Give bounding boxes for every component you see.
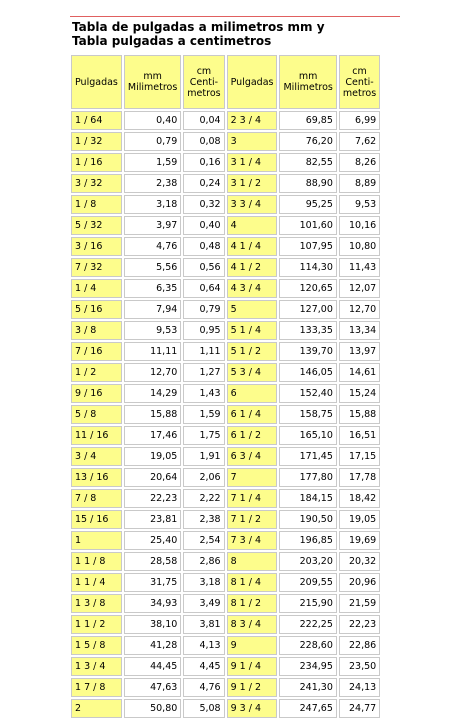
table-row [71,363,380,382]
mm-cell: 19,05 [124,447,181,466]
table-row [71,615,380,634]
cm-cell: 4,76 [183,678,224,697]
mm-cell: 76,20 [279,132,336,151]
mm-cell: 5,56 [124,258,181,277]
mm-cell: 41,28 [124,636,181,655]
pulgadas-cell: 6 [227,384,278,403]
header-cm: cm Centi- metros [339,55,380,109]
cm-cell: 6,99 [339,111,380,130]
cm-cell: 17,15 [339,447,380,466]
pulgadas-cell: 3 / 4 [71,447,122,466]
table-row [71,678,380,697]
table-row [71,279,380,298]
cm-cell: 2,86 [183,552,224,571]
cm-cell: 5,08 [183,699,224,718]
cm-cell: 1,43 [183,384,224,403]
table-row [71,468,380,487]
table-row [71,195,380,214]
cm-cell: 0,04 [183,111,224,130]
mm-cell: 139,70 [279,342,336,361]
pulgadas-cell: 3 1 / 2 [227,174,278,193]
pulgadas-cell: 1 1 / 8 [71,552,122,571]
title-line-2: Tabla pulgadas a centimetros [72,34,272,48]
header-pulgadas: Pulgadas [227,55,278,109]
mm-cell: 158,75 [279,405,336,424]
mm-cell: 101,60 [279,216,336,235]
table-row [71,111,380,130]
pulgadas-cell: 6 1 / 4 [227,405,278,424]
mm-cell: 88,90 [279,174,336,193]
cm-cell: 0,79 [183,300,224,319]
cm-cell: 0,16 [183,153,224,172]
cm-cell: 22,86 [339,636,380,655]
mm-cell: 17,46 [124,426,181,445]
mm-cell: 2,38 [124,174,181,193]
conversion-table [69,53,382,720]
mm-cell: 209,55 [279,573,336,592]
pulgadas-cell: 1 1 / 2 [71,615,122,634]
pulgadas-cell: 1 / 8 [71,195,122,214]
pulgadas-cell: 4 [227,216,278,235]
pulgadas-cell: 8 1 / 4 [227,573,278,592]
table-row [71,426,380,445]
mm-cell: 82,55 [279,153,336,172]
table-row [71,531,380,550]
mm-cell: 25,40 [124,531,181,550]
cm-cell: 19,05 [339,510,380,529]
mm-cell: 34,93 [124,594,181,613]
mm-cell: 190,50 [279,510,336,529]
mm-cell: 47,63 [124,678,181,697]
cm-cell: 3,81 [183,615,224,634]
title-line-1: Tabla de pulgadas a milimetros mm y [72,20,325,34]
pulgadas-cell: 5 / 16 [71,300,122,319]
cm-cell: 24,13 [339,678,380,697]
cm-cell: 17,78 [339,468,380,487]
cm-cell: 2,22 [183,489,224,508]
pulgadas-cell: 5 1 / 2 [227,342,278,361]
cm-cell: 12,70 [339,300,380,319]
table-row [71,510,380,529]
mm-cell: 241,30 [279,678,336,697]
cm-cell: 15,24 [339,384,380,403]
title-rule [70,16,400,17]
pulgadas-cell: 1 / 32 [71,132,122,151]
pulgadas-cell: 3 1 / 4 [227,153,278,172]
pulgadas-cell: 3 / 32 [71,174,122,193]
mm-cell: 14,29 [124,384,181,403]
pulgadas-cell: 1 / 16 [71,153,122,172]
pulgadas-cell: 2 3 / 4 [227,111,278,130]
pulgadas-cell: 6 1 / 2 [227,426,278,445]
cm-cell: 0,24 [183,174,224,193]
pulgadas-cell: 11 / 16 [71,426,122,445]
mm-cell: 3,97 [124,216,181,235]
cm-cell: 0,95 [183,321,224,340]
table-row [71,489,380,508]
table-row [71,657,380,676]
mm-cell: 0,40 [124,111,181,130]
mm-cell: 120,65 [279,279,336,298]
pulgadas-cell: 7 / 8 [71,489,122,508]
cm-cell: 1,91 [183,447,224,466]
mm-cell: 146,05 [279,363,336,382]
mm-cell: 38,10 [124,615,181,634]
cm-cell: 14,61 [339,363,380,382]
table-row [71,405,380,424]
header-pulgadas: Pulgadas [71,55,122,109]
table-row [71,552,380,571]
pulgadas-cell: 9 / 16 [71,384,122,403]
pulgadas-cell: 3 3 / 4 [227,195,278,214]
pulgadas-cell: 8 1 / 2 [227,594,278,613]
cm-cell: 8,89 [339,174,380,193]
cm-cell: 20,96 [339,573,380,592]
pulgadas-cell: 2 [71,699,122,718]
table-row [71,132,380,151]
pulgadas-cell: 1 / 64 [71,111,122,130]
mm-cell: 114,30 [279,258,336,277]
mm-cell: 228,60 [279,636,336,655]
mm-cell: 7,94 [124,300,181,319]
cm-cell: 23,50 [339,657,380,676]
table-row [71,300,380,319]
pulgadas-cell: 1 5 / 8 [71,636,122,655]
mm-cell: 1,59 [124,153,181,172]
cm-cell: 18,42 [339,489,380,508]
mm-cell: 184,15 [279,489,336,508]
mm-cell: 15,88 [124,405,181,424]
table-row [71,258,380,277]
cm-cell: 4,13 [183,636,224,655]
mm-cell: 171,45 [279,447,336,466]
mm-cell: 222,25 [279,615,336,634]
cm-cell: 2,38 [183,510,224,529]
pulgadas-cell: 1 / 4 [71,279,122,298]
mm-cell: 20,64 [124,468,181,487]
cm-cell: 0,08 [183,132,224,151]
cm-cell: 22,23 [339,615,380,634]
pulgadas-cell: 4 3 / 4 [227,279,278,298]
table-row [71,342,380,361]
pulgadas-cell: 13 / 16 [71,468,122,487]
cm-cell: 3,49 [183,594,224,613]
pulgadas-cell: 5 [227,300,278,319]
mm-cell: 127,00 [279,300,336,319]
mm-cell: 133,35 [279,321,336,340]
pulgadas-cell: 9 3 / 4 [227,699,278,718]
mm-cell: 3,18 [124,195,181,214]
cm-cell: 0,64 [183,279,224,298]
cm-cell: 12,07 [339,279,380,298]
cm-cell: 2,54 [183,531,224,550]
mm-cell: 11,11 [124,342,181,361]
table-body [71,111,380,718]
pulgadas-cell: 8 3 / 4 [227,615,278,634]
mm-cell: 4,76 [124,237,181,256]
mm-cell: 44,45 [124,657,181,676]
cm-cell: 1,59 [183,405,224,424]
header-cm: cm Centi- metros [183,55,224,109]
pulgadas-cell: 9 1 / 2 [227,678,278,697]
table-row [71,594,380,613]
pulgadas-cell: 4 1 / 2 [227,258,278,277]
cm-cell: 3,18 [183,573,224,592]
table-row [71,573,380,592]
pulgadas-cell: 1 1 / 4 [71,573,122,592]
cm-cell: 1,75 [183,426,224,445]
mm-cell: 234,95 [279,657,336,676]
mm-cell: 152,40 [279,384,336,403]
mm-cell: 203,20 [279,552,336,571]
cm-cell: 1,27 [183,363,224,382]
pulgadas-cell: 3 / 16 [71,237,122,256]
pulgadas-cell: 7 3 / 4 [227,531,278,550]
pulgadas-cell: 7 1 / 4 [227,489,278,508]
table-row [71,174,380,193]
cm-cell: 13,97 [339,342,380,361]
pulgadas-cell: 9 [227,636,278,655]
mm-cell: 9,53 [124,321,181,340]
table-row [71,153,380,172]
mm-cell: 50,80 [124,699,181,718]
cm-cell: 10,80 [339,237,380,256]
cm-cell: 2,06 [183,468,224,487]
pulgadas-cell: 7 / 32 [71,258,122,277]
pulgadas-cell: 8 [227,552,278,571]
mm-cell: 6,35 [124,279,181,298]
cm-cell: 1,11 [183,342,224,361]
pulgadas-cell: 5 / 8 [71,405,122,424]
table-row [71,384,380,403]
mm-cell: 23,81 [124,510,181,529]
mm-cell: 22,23 [124,489,181,508]
cm-cell: 4,45 [183,657,224,676]
page-title [72,20,325,48]
mm-cell: 215,90 [279,594,336,613]
pulgadas-cell: 5 / 32 [71,216,122,235]
table-row [71,237,380,256]
cm-cell: 24,77 [339,699,380,718]
table-row [71,321,380,340]
mm-cell: 12,70 [124,363,181,382]
table-row [71,699,380,718]
pulgadas-cell: 3 / 8 [71,321,122,340]
table-row [71,216,380,235]
mm-cell: 165,10 [279,426,336,445]
pulgadas-cell: 1 3 / 4 [71,657,122,676]
pulgadas-cell: 9 1 / 4 [227,657,278,676]
pulgadas-cell: 6 3 / 4 [227,447,278,466]
table-row [71,447,380,466]
header-mm: mm Milimetros [279,55,336,109]
pulgadas-cell: 5 1 / 4 [227,321,278,340]
cm-cell: 0,48 [183,237,224,256]
mm-cell: 69,85 [279,111,336,130]
cm-cell: 21,59 [339,594,380,613]
mm-cell: 28,58 [124,552,181,571]
pulgadas-cell: 4 1 / 4 [227,237,278,256]
pulgadas-cell: 15 / 16 [71,510,122,529]
pulgadas-cell: 7 [227,468,278,487]
pulgadas-cell: 7 1 / 2 [227,510,278,529]
mm-cell: 177,80 [279,468,336,487]
pulgadas-cell: 1 7 / 8 [71,678,122,697]
table-row [71,636,380,655]
pulgadas-cell: 1 / 2 [71,363,122,382]
mm-cell: 196,85 [279,531,336,550]
cm-cell: 0,40 [183,216,224,235]
header-row [71,55,380,109]
mm-cell: 95,25 [279,195,336,214]
pulgadas-cell: 3 [227,132,278,151]
mm-cell: 0,79 [124,132,181,151]
cm-cell: 10,16 [339,216,380,235]
cm-cell: 9,53 [339,195,380,214]
pulgadas-cell: 5 3 / 4 [227,363,278,382]
mm-cell: 107,95 [279,237,336,256]
cm-cell: 8,26 [339,153,380,172]
cm-cell: 20,32 [339,552,380,571]
cm-cell: 0,56 [183,258,224,277]
mm-cell: 247,65 [279,699,336,718]
cm-cell: 0,32 [183,195,224,214]
header-mm: mm Milimetros [124,55,181,109]
cm-cell: 19,69 [339,531,380,550]
cm-cell: 11,43 [339,258,380,277]
pulgadas-cell: 1 [71,531,122,550]
cm-cell: 16,51 [339,426,380,445]
mm-cell: 31,75 [124,573,181,592]
cm-cell: 13,34 [339,321,380,340]
pulgadas-cell: 7 / 16 [71,342,122,361]
cm-cell: 15,88 [339,405,380,424]
cm-cell: 7,62 [339,132,380,151]
pulgadas-cell: 1 3 / 8 [71,594,122,613]
